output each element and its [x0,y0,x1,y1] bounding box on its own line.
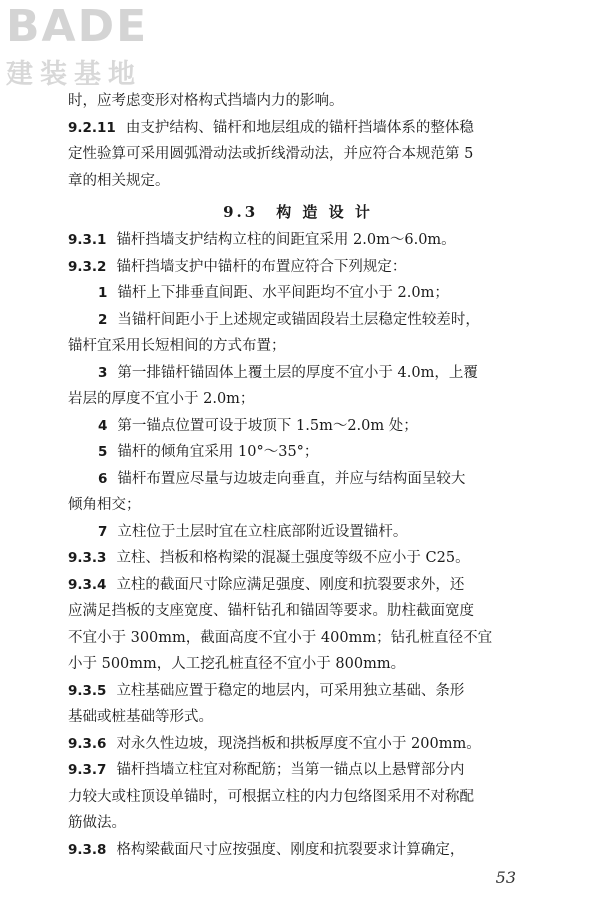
line-text: 时，应考虑变形对格构式挡墙内力的影响。 [68,93,344,109]
item-number: 5 [98,444,108,460]
text-line [68,704,528,731]
text-line [68,598,528,625]
line-text: 基础或桩基础等形式。 [68,709,213,725]
item-number: 3 [98,364,108,381]
item-number: 7 [98,523,108,540]
clause-number: 9.3.2 [68,258,107,275]
page-number: 53 [495,868,516,887]
list-item [68,360,528,387]
watermark-logo [6,2,176,92]
line-text: 立柱、挡板和格构梁的混凝土强度等级不应小于 C25。 [116,550,470,566]
line-text: 筋做法。 [68,815,126,831]
line-text: 第一排锚杆锚固体上覆土层的厚度不宜小于 4.0m，上覆 [117,364,478,381]
list-item [68,519,528,546]
clause-number: 9.3.8 [68,841,107,858]
line-text: 章的相关规定。 [68,172,170,189]
line-text: 应满足挡板的支座宽度、锚杆钻孔和锚固等要求。肋柱截面宽度 [68,603,474,619]
clause-line [68,545,528,572]
text-line [68,784,528,811]
logo-text: BADE [6,1,149,52]
text-line [68,168,528,195]
clause-line [68,115,528,142]
clause-line [68,837,528,864]
line-text: 不宜小于 300mm，截面高度不宜小于 400mm；钻孔桩直径不宜 [68,629,493,646]
line-text: 由支护结构、锚杆和地层组成的锚杆挡墙体系的整体稳 [125,119,474,136]
line-text: 力较大或柱顶设单锚时，可根据立柱的内力包络图采用不对称配 [68,788,474,805]
clause-line [68,227,528,254]
clause-number: 9.3.1 [68,232,107,248]
line-text: 定性验算可采用圆弧滑动法或折线滑动法，并应符合本规范第 5 [68,146,474,162]
line-text: 当锚杆间距小于上述规定或锚固段岩土层稳定性较差时， [117,311,480,328]
text-line [68,625,528,652]
clause-line [68,254,528,281]
clause-line [68,757,528,784]
clause-line [68,572,528,599]
text-line [68,651,528,678]
text-line [68,386,528,413]
document-body [68,88,528,863]
line-text: 第一锚点位置可设于坡顶下 1.5m～2.0m 处； [117,417,418,434]
line-text: 锚杆上下排垂直间距、水平间距均不宜小于 2.0m； [117,285,449,301]
clause-number: 9.3.7 [68,762,107,778]
line-text: 锚杆布置应尽量与边坡走向垂直，并应与结构面呈较大 [117,470,466,487]
item-number: 2 [98,311,108,328]
item-number: 6 [98,470,108,487]
line-text: 倾角相交； [68,497,141,513]
text-line [68,141,528,168]
line-text: 锚杆挡墙支护中锚杆的布置应符合下列规定： [116,258,407,275]
item-number: 1 [98,285,108,301]
item-number: 4 [98,417,108,434]
text-line [68,333,528,360]
line-text: 锚杆挡墙支护结构立柱的间距宜采用 2.0m～6.0m。 [116,232,456,248]
text-line [68,492,528,519]
list-item [68,439,528,466]
clause-number: 9.3.3 [68,550,107,566]
line-text: 对永久性边坡，现浇挡板和拱板厚度不宜小于 200mm。 [116,735,481,752]
clause-number: 9.3.5 [68,682,107,699]
line-text: 立柱基础应置于稳定的地层内，可采用独立基础、条形 [116,682,465,699]
clause-number: 9.3.4 [68,576,107,593]
clause-line [68,678,528,705]
line-text: 锚杆挡墙立柱宜对称配筋；当第一锚点以上悬臂部分内 [116,762,465,778]
line-text: 立柱的截面尺寸除应满足强度、刚度和抗裂要求外，还 [116,576,465,593]
line-text: 岩层的厚度不宜小于 2.0m； [68,391,255,407]
section-heading: 9.3 构 造 设 计 [223,203,373,221]
line-text: 格构梁截面尺寸应按强度、刚度和抗裂要求计算确定， [116,841,465,858]
list-item [68,413,528,440]
clause-number: 9.2.11 [68,119,116,136]
clause-number: 9.3.6 [68,735,107,752]
line-text: 小于 500mm，人工挖孔桩直径不宜小于 800mm。 [68,656,406,672]
text-line [68,88,528,115]
list-item [68,466,528,493]
line-text: 锚杆的倾角宜采用 10°～35°； [117,444,319,460]
clause-line [68,731,528,758]
list-item [68,307,528,334]
line-text: 锚杆宜采用长短相间的方式布置； [68,338,286,354]
text-line [68,810,528,837]
logo-subtitle: 建装基地 [6,59,142,90]
line-text: 立柱位于土层时宜在立柱底部附近设置锚杆。 [117,523,408,540]
list-item [68,280,528,307]
